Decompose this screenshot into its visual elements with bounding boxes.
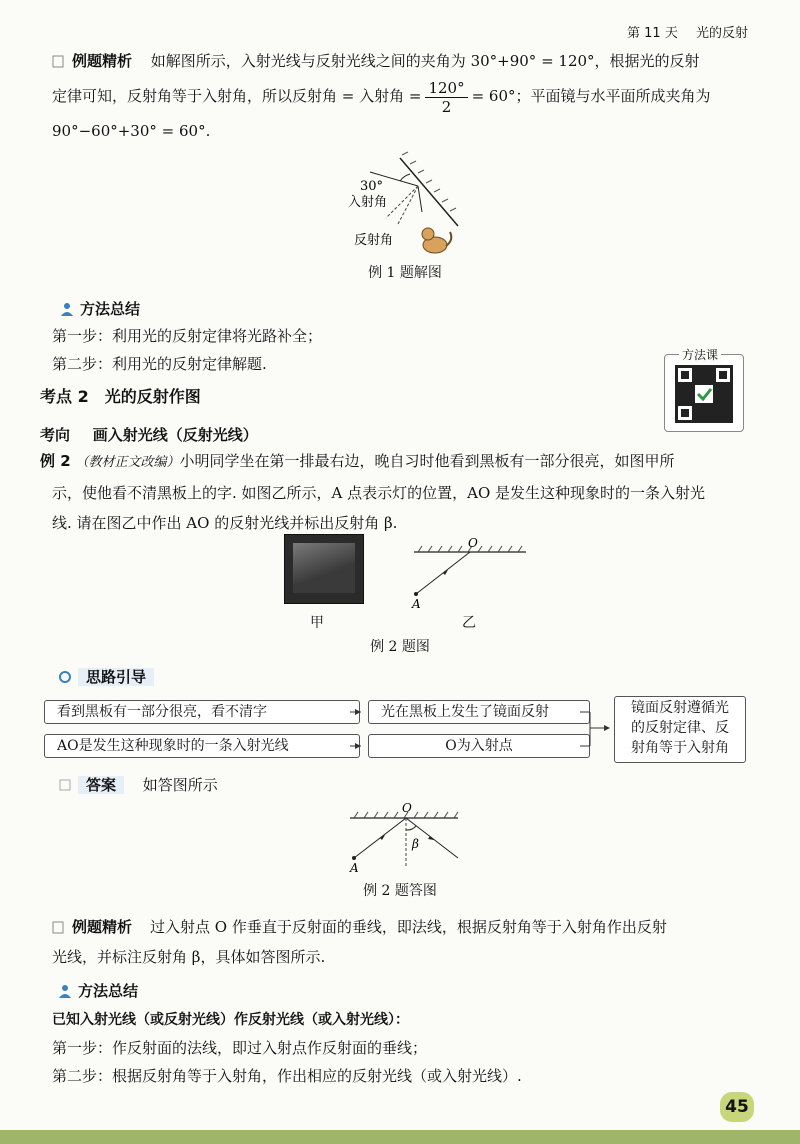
- ex1-figure: [340, 150, 470, 260]
- ex2-fig-jia: 甲: [310, 615, 324, 631]
- ex2-analysis-line2: 光线，并标注反射角 β，具体如答图所示.: [52, 948, 326, 966]
- ex2-line3: 线. 请在图乙中作出 AO 的反射光线并标出反射角 β.: [52, 514, 398, 532]
- ex2-answer-diagram: [344, 800, 464, 876]
- analysis-icon: [52, 48, 66, 62]
- ex2-fig-caption: 例 2 题图: [370, 639, 430, 655]
- ex1-fig-reflect: 反射角: [354, 233, 394, 248]
- qr-code-icon[interactable]: [665, 355, 743, 431]
- answer-text: 如答图所示: [142, 776, 218, 794]
- flow-box-3: AO是发生这种现象时的一条入射光线: [44, 734, 360, 758]
- header-day: 第 11 天: [627, 26, 678, 41]
- ex2-analysis-label: 例题精析: [72, 918, 133, 936]
- ans-point-a: A: [350, 861, 359, 875]
- method2-heading: [58, 980, 138, 1001]
- qr-card[interactable]: [664, 348, 744, 432]
- ex1-fig-incident: 入射角: [348, 195, 388, 210]
- ans-fig-caption: 例 2 题答图: [363, 883, 437, 899]
- page-number: 45: [720, 1092, 754, 1122]
- flow-arrows: [0, 690, 800, 770]
- qr-label: 方法课: [679, 346, 721, 363]
- flow-box-2: 光在黑板上发生了镜面反射: [368, 700, 590, 724]
- ex1-line3: 90°−60°+30° = 60°.: [52, 122, 211, 140]
- ex2-point-o: O: [468, 536, 478, 550]
- ex1-frac-den: 2: [441, 97, 452, 116]
- ans-point-o: O: [402, 801, 412, 815]
- ex2-analysis-line1: 过入射点 O 作垂直于反射面的垂线，即法线，根据反射角等于入射角作出反射: [150, 918, 667, 936]
- thinking-label: 思路引导: [78, 668, 154, 686]
- answer-label: 答案: [78, 776, 124, 794]
- thinking-heading: [58, 666, 154, 687]
- bottom-strip: [0, 1130, 800, 1144]
- flow-box-5-line2: 的反射定律、反: [631, 720, 729, 736]
- method1-heading: [60, 298, 140, 319]
- ex1-line2b: = 60°；平面镜与水平面所成夹角为: [471, 87, 711, 105]
- ex1-analysis: [52, 46, 748, 146]
- method1-label: 方法总结: [80, 300, 141, 318]
- refresh-icon: [58, 670, 72, 684]
- cat-icon: [422, 228, 451, 253]
- method1-step1: 第一步：利用光的反射定律将光路补全；: [52, 327, 323, 345]
- ex2-line1: 小明同学坐在第一排最右边，晚自习时他看到黑板有一部分很亮，如图甲所: [179, 452, 675, 470]
- ex1-fig-angle: 30°: [360, 179, 384, 194]
- method2-step1: 第一步：作反射面的法线，即过入射点作反射面的垂线；: [52, 1039, 428, 1057]
- answer-row: [58, 774, 218, 795]
- ex2-body: [40, 446, 748, 538]
- direction-label: 考向: [40, 426, 71, 444]
- method2-step2: 第二步：根据反射角等于入射角，作出相应的反射光线（或入射光线）.: [52, 1067, 522, 1085]
- method2-intro: 已知入射光线（或反射光线）作反射光线（或入射光线）：: [52, 1012, 409, 1028]
- person-icon-2: [58, 984, 72, 998]
- flow-box-4: O为入射点: [368, 734, 590, 758]
- method1-body: [52, 322, 748, 378]
- ans-beta: β: [412, 837, 419, 851]
- method2-body: [52, 1006, 748, 1090]
- ex2-line2: 示，使他看不清黑板上的字. 如图乙所示，A 点表示灯的位置，AO 是发生这种现象时的一条入射光: [52, 484, 706, 502]
- ex2-point-a: A: [412, 597, 421, 611]
- flow-box-5-line1: 镜面反射遵循光: [631, 700, 729, 716]
- answer-icon: [58, 778, 72, 792]
- person-icon: [60, 302, 74, 316]
- ex2-source: （教材正文改编）: [75, 455, 180, 470]
- page-header: [613, 22, 748, 41]
- ex1-frac-num: 120°: [425, 79, 467, 98]
- ex1-fig-caption: 例 1 题解图: [368, 265, 442, 281]
- analysis-icon-2: [52, 914, 66, 928]
- ex1-line1: 如解图所示，入射光线与反射光线之间的夹角为 30°+90° = 120°，根据光的反射: [150, 52, 700, 70]
- method1-step2: 第二步：利用光的反射定律解题.: [52, 355, 267, 373]
- flow-box-5-line3: 射角等于入射角: [631, 740, 729, 756]
- direction-row: [40, 424, 258, 445]
- ex1-analysis-label: 例题精析: [72, 52, 133, 70]
- header-topic: 光的反射: [695, 26, 748, 41]
- flow-box-1: 看到黑板有一部分很亮，看不清字: [44, 700, 360, 724]
- ex2-analysis: [52, 912, 748, 972]
- ex2-fig-yi: 乙: [462, 615, 476, 631]
- method2-label: 方法总结: [78, 982, 139, 1000]
- ex1-fraction: [425, 79, 467, 116]
- ex2-diagram: [404, 536, 534, 616]
- ex1-line2a: 定律可知，反射角等于入射角，所以反射角 = 入射角 =: [52, 87, 422, 105]
- blackboard-photo: [284, 534, 364, 604]
- ex2-label: 例 2: [40, 452, 71, 470]
- direction-text: 画入射光线（反射光线）: [92, 426, 258, 444]
- topic2-title: 考点 2 光的反射作图: [40, 387, 201, 406]
